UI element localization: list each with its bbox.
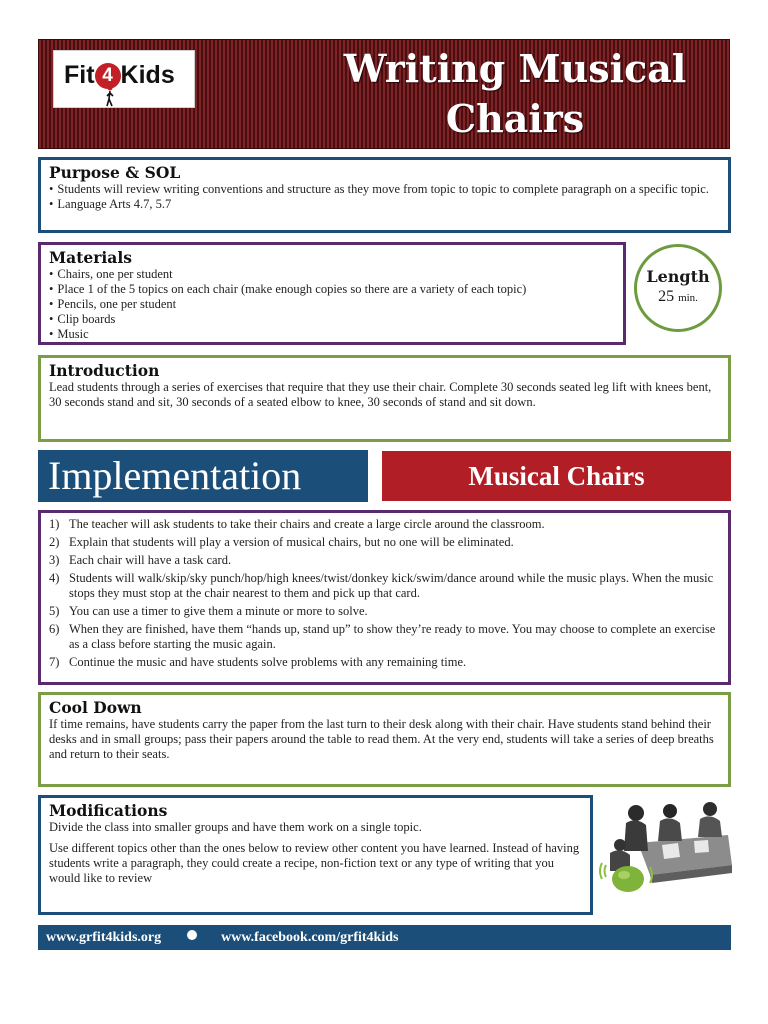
purpose-sol-section bbox=[38, 157, 731, 233]
purpose-heading: Purpose & SOL bbox=[49, 163, 181, 182]
step-text: Each chair will have a task card. bbox=[69, 553, 232, 567]
step-number: 6) bbox=[49, 622, 60, 636]
step-number: 2) bbox=[49, 535, 60, 549]
materials-heading: Materials bbox=[49, 248, 132, 267]
cool-down-text: If time remains, have students carry the paper from the last turn to their desk along with their chair. Have students stand behind their desks and in small groups; pass their papers around the table to read them. At the very end, students will take a series of deep breaths and return to their seats. bbox=[49, 717, 714, 761]
step-number: 4) bbox=[49, 571, 60, 585]
step-text: When they are finished, have them “hands up, stand up” to show they’re ready to move. You may choose to complete an exercise as a class before starting the music again. bbox=[69, 622, 716, 651]
materials-item: • Chairs, one per student bbox=[49, 267, 615, 282]
materials-section bbox=[38, 242, 626, 345]
materials-list bbox=[49, 267, 615, 342]
step-item bbox=[49, 535, 720, 550]
length-title: Length bbox=[646, 267, 710, 286]
logo-four-badge: 4 bbox=[95, 63, 121, 89]
step-number: 1) bbox=[49, 517, 60, 531]
introduction-heading: Introduction bbox=[49, 361, 160, 380]
modifications-heading: Modifications bbox=[49, 801, 168, 820]
step-number: 5) bbox=[49, 604, 60, 618]
length-value: 25 bbox=[658, 288, 675, 305]
materials-item: • Music bbox=[49, 327, 615, 342]
logo-wordmark bbox=[64, 61, 175, 90]
activity-banner: Musical Chairs bbox=[382, 451, 731, 501]
running-kid-icon bbox=[106, 85, 114, 107]
website-link[interactable]: www.grfit4kids.org bbox=[46, 930, 162, 945]
step-item bbox=[49, 655, 720, 670]
modifications-section bbox=[38, 795, 593, 915]
step-number: 7) bbox=[49, 655, 60, 669]
purpose-item: • Students will review writing conventions and structure as they move from topic to topic to complete paragraph on a specific topic. bbox=[49, 182, 720, 197]
step-item bbox=[49, 622, 720, 652]
classroom-photo bbox=[598, 795, 732, 895]
step-item bbox=[49, 553, 720, 568]
materials-item: • Place 1 of the 5 topics on each chair (make enough copies so there are a variety of each topic) bbox=[49, 282, 615, 297]
footer-bar bbox=[38, 925, 731, 950]
logo-fit: Fit bbox=[64, 61, 95, 89]
purpose-item: • Language Arts 4.7, 5.7 bbox=[49, 197, 720, 212]
materials-item: • Pencils, one per student bbox=[49, 297, 615, 312]
step-text: Students will walk/skip/sky punch/hop/high knees/twist/donkey kick/swim/dance around while the music plays. When the music stops they must stop at the chair nearest to them and pick up that card. bbox=[69, 571, 714, 600]
step-item bbox=[49, 571, 720, 601]
introduction-section bbox=[38, 355, 731, 442]
introduction-text: Lead students through a series of exercises that require that they use their chair. Complete 30 seconds seated leg lift with knees bent, 30 seconds stand and sit, 30 seconds of a seated elbow to knee, 30 seconds of stand and sit down. bbox=[49, 380, 712, 409]
header-banner bbox=[38, 39, 730, 149]
purpose-list bbox=[49, 182, 720, 212]
step-number: 3) bbox=[49, 553, 60, 567]
page-title: Writing Musical Chairs bbox=[343, 46, 687, 141]
step-text: Continue the music and have students solve problems with any remaining time. bbox=[69, 655, 467, 669]
length-value-line bbox=[637, 288, 719, 306]
materials-item: • Clip boards bbox=[49, 312, 615, 327]
bullet-separator-icon bbox=[187, 930, 197, 940]
length-badge bbox=[634, 244, 722, 332]
step-text: The teacher will ask students to take their chairs and create a large circle around the classroom. bbox=[69, 517, 545, 531]
facebook-link[interactable]: www.facebook.com/grfit4kids bbox=[221, 930, 399, 945]
step-item bbox=[49, 517, 720, 532]
implementation-steps bbox=[38, 510, 731, 685]
step-item bbox=[49, 604, 720, 619]
steps-list bbox=[49, 517, 720, 670]
cool-down-heading: Cool Down bbox=[49, 698, 142, 717]
logo-kids: Kids bbox=[120, 61, 175, 89]
cool-down-section bbox=[38, 692, 731, 787]
step-text: You can use a timer to give them a minute or more to solve. bbox=[69, 604, 368, 618]
fit4kids-logo bbox=[53, 50, 195, 108]
step-text: Explain that students will play a version of musical chairs, but no one will be eliminated. bbox=[69, 535, 514, 549]
length-unit: min. bbox=[678, 292, 698, 304]
modifications-paragraph: Divide the class into smaller groups and have them work on a single topic. bbox=[49, 820, 422, 834]
modifications-paragraph: Use different topics other than the ones below to review other content you have learned. Instead of having students write a paragraph, they could create a recipe, non-fiction text or any type of writing that you would like to review bbox=[49, 841, 580, 885]
implementation-banner: Implementation bbox=[38, 450, 368, 502]
